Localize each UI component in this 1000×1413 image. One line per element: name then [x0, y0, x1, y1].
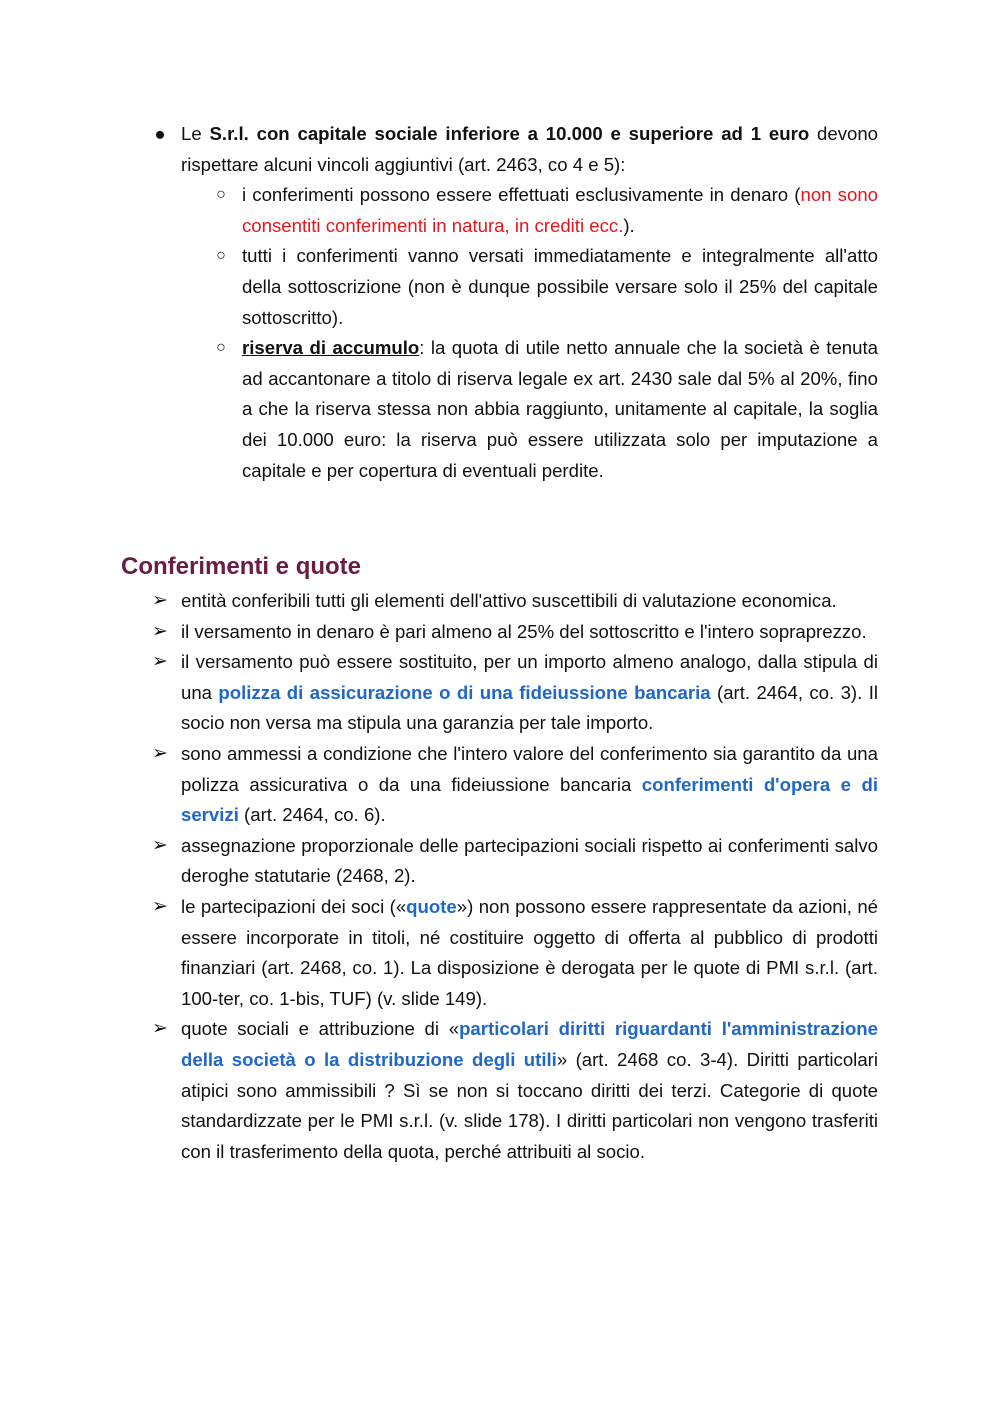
- list-item-text: entità conferibili tutti gli elementi dell'attivo suscettibili di valutazione economica.: [181, 590, 837, 611]
- list-item-text: (art. 2464, co. 3). Il socio non versa ma stipula una garanzia per tale importo.: [181, 681, 878, 734]
- bullet-dot-icon: ●: [154, 123, 166, 144]
- list-item-text: assegnazione proporzionale delle partecipazioni sociali rispetto ai conferimenti salvo deroghe statutarie (2468, 2).: [181, 834, 878, 887]
- sub-item-riserva: [213, 333, 878, 486]
- sub-item-red-text: non sono consentiti conferimenti in natura, in crediti ecc.: [242, 184, 879, 236]
- srl-sub-list: [213, 180, 878, 486]
- conferimenti-list: [152, 586, 878, 1167]
- list-item: [152, 1014, 878, 1167]
- list-item-text: il versamento in denaro è pari almeno al 25% del sottoscritto e l'intero sopraprezzo.: [181, 620, 867, 642]
- list-item-highlight: polizza di assicurazione o di una fideiussione bancaria: [218, 681, 711, 703]
- list-item-text: ») non possono essere rappresentate da azioni, né essere incorporate in titoli, né costituire oggetto di offerta al pubblico di prodotti finanziari (art. 2468, co. 1). La disposizione è derogata per le quote di PMI s.r.l. (art. 100-ter, co. 1-bis, TUF) (v. slide 149).: [181, 895, 878, 1009]
- srl-bullet-block: [152, 119, 878, 486]
- sub-item-text: : la quota di utile netto annuale che la società è tenuta ad accantonare a titolo di riserva legale ex art. 2430 sale dal 5% al 20%, fino a che la riserva stessa non abbia raggiunto, unitamente al capitale, la soglia dei 10.000 euro: la riserva può essere utilizzata solo per imputazione a capitale e per copertura di eventuali perdite.: [242, 337, 878, 481]
- riserva-term: riserva di accumulo: [242, 337, 420, 359]
- list-item: [152, 739, 878, 831]
- arrow-bullet-icon: ➢: [152, 834, 168, 856]
- sub-item-versati: [213, 241, 878, 333]
- list-item: [152, 831, 878, 892]
- bullet-bold-text: S.r.l. con capitale sociale inferiore a 10.000 e superiore ad 1 euro: [209, 123, 810, 144]
- list-item: [152, 892, 878, 1014]
- arrow-bullet-icon: ➢: [152, 651, 168, 673]
- list-item-text: (art. 2464, co. 6).: [238, 804, 386, 826]
- section-heading: Conferimenti e quote: [121, 553, 362, 580]
- list-item-text: » (art. 2468 co. 3-4). Diritti particolari atipici sono ammissibili ? Sì se non si toccano diritti dei terzi. Categorie di quote standardizzate per le PMI s.r.l. (v. slide 178). I diritti particolari non vengono trasferiti con il trasferimento della quota, perché attribuiti al socio.: [181, 1048, 878, 1162]
- sub-item-denaro: [213, 180, 878, 241]
- list-item-text: quote sociali e attribuzione di «: [181, 1018, 460, 1040]
- list-item-text: le partecipazioni dei soci («: [181, 895, 407, 917]
- bullet-intro: Le: [181, 123, 210, 144]
- circle-bullet-icon: ○: [216, 186, 226, 204]
- list-item-highlight: quote: [406, 895, 457, 917]
- list-item-text: sono ammessi a condizione che l'intero valore del conferimento sia garantito da una polizza assicurativa o da una fideiussione bancaria: [181, 742, 878, 795]
- arrow-bullet-icon: ➢: [152, 895, 168, 917]
- srl-bullet: [152, 119, 878, 180]
- list-item-highlight: particolari diritti riguardanti l'amministrazione della società o la distribuzione degli utili: [181, 1018, 879, 1070]
- sub-item-tail: ).: [623, 214, 635, 236]
- list-item: [152, 586, 878, 617]
- arrow-bullet-icon: ➢: [152, 590, 168, 611]
- sub-item-text: tutti i conferimenti vanno versati immediatamente e integralmente all'atto della sottoscrizione (non è dunque possibile versare solo il 25% del capitale sottoscritto).: [242, 245, 878, 328]
- circle-bullet-icon: ○: [216, 247, 226, 265]
- list-item-highlight: conferimenti d'opera e di servizi: [181, 773, 878, 826]
- list-item: [152, 617, 878, 648]
- arrow-bullet-icon: ➢: [152, 620, 168, 642]
- sub-item-text: i conferimenti possono essere effettuati esclusivamente in denaro (: [242, 184, 801, 206]
- bullet-rest: devono rispettare alcuni vincoli aggiuntivi (art. 2463, co 4 e 5):: [181, 123, 879, 175]
- list-item: [152, 647, 878, 739]
- arrow-bullet-icon: ➢: [152, 1018, 168, 1040]
- arrow-bullet-icon: ➢: [152, 742, 168, 764]
- circle-bullet-icon: ○: [216, 339, 226, 357]
- list-item-text: il versamento può essere sostituito, per un importo almeno analogo, dalla stipula di una: [181, 651, 878, 703]
